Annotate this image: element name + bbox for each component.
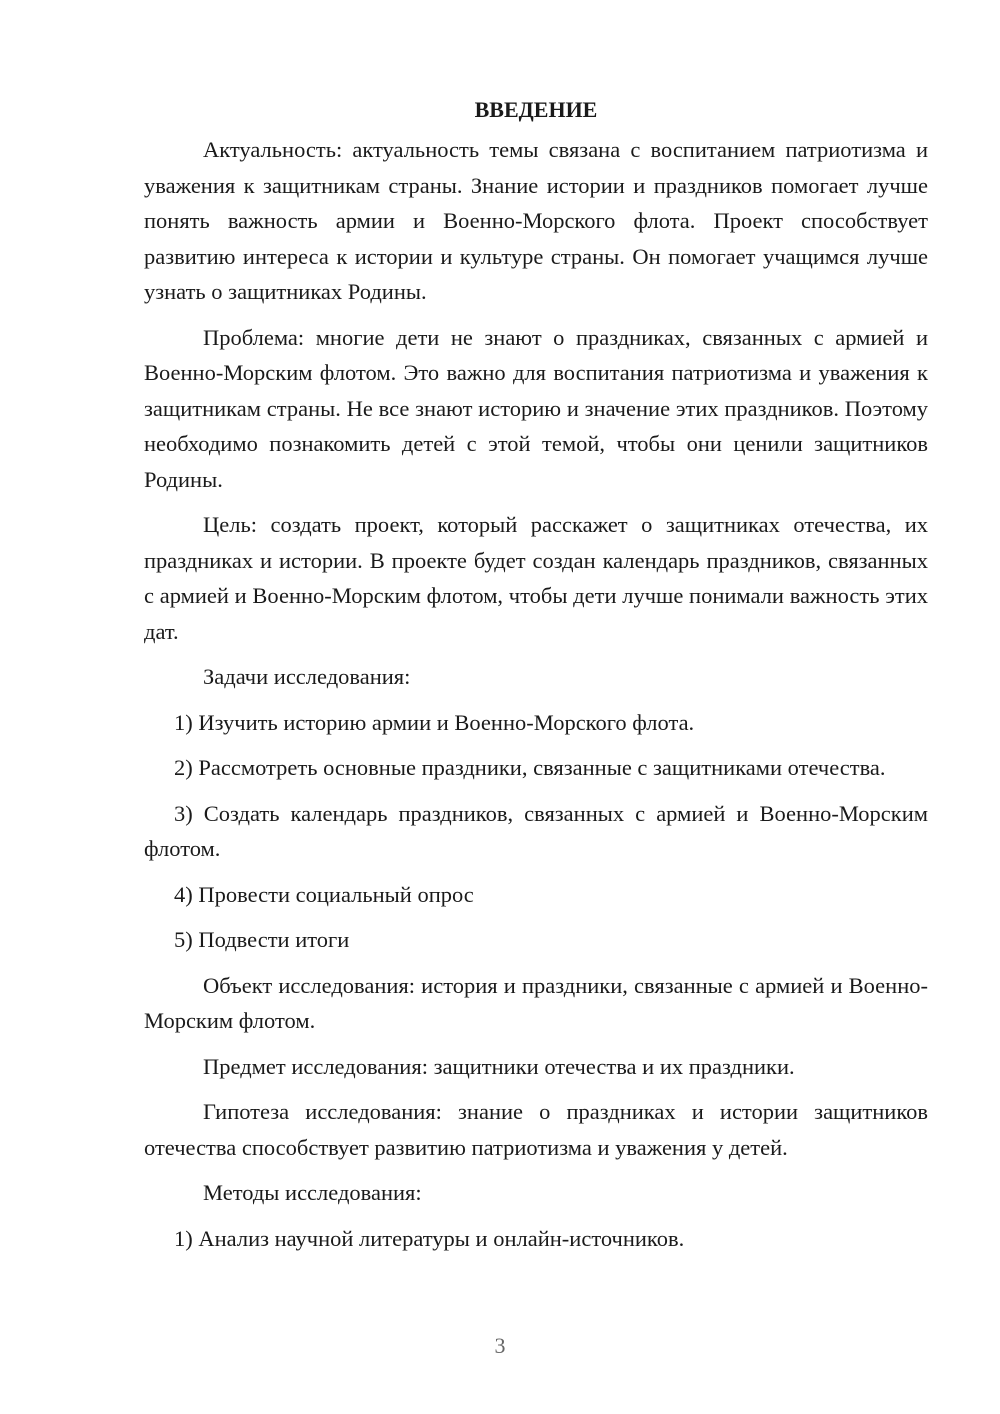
tasks-heading: Задачи исследования: <box>203 664 411 689</box>
page-number: 3 <box>494 1333 506 1358</box>
task-item: 3) Создать календарь праздников, связанных с армией и Военно-Морским флотом. <box>144 800 928 861</box>
document-page <box>144 92 928 1266</box>
subject-paragraph: Предмет исследования: защитники отечества и их праздники. <box>203 1053 795 1079</box>
task-item: 1) Изучить историю армии и Военно-Морского флота. <box>174 709 695 735</box>
object-paragraph: Объект исследования: история и праздники, связанные с армией и Военно-Морским флотом. <box>144 972 928 1033</box>
goal-paragraph: Цель: создать проект, который расскажет о защитниках отечества, их праздниках и истории. В проекте будет создан календарь праздников, связанных с армией и Военно-Морским флотом, чтобы дети лучше понимали важность этих дат. <box>144 512 928 644</box>
task-item: 2) Рассмотреть основные праздники, связанные с защитниками отечества. <box>174 755 886 780</box>
problem-paragraph: Проблема: многие дети не знают о праздниках, связанных с армией и Военно-Морским флотом. Это важно для воспитания патриотизма и уважения к защитникам страны. Не все знают историю и значение этих праздников. Поэтому необходимо познакомить детей с этой темой, чтобы они ценили защитников Родины. <box>144 324 928 492</box>
hypothesis-paragraph: Гипотеза исследования: знание о праздниках и истории защитников отечества способствует развитию патриотизма и уважения у детей. <box>144 1099 928 1160</box>
task-item: 5) Подвести итоги <box>174 927 350 952</box>
method-item: 1) Анализ научной литературы и онлайн-источников. <box>174 1225 685 1251</box>
methods-heading: Методы исследования: <box>203 1180 422 1205</box>
relevance-paragraph: Актуальность: актуальность темы связана с воспитанием патриотизма и уважения к защитникам страны. Знание истории и праздников помогает лучше понять важность армии и Военно-Морского флота. Проект способствует развитию интереса к истории и культуре страны. Он помогает учащимся лучше узнать о защитниках Родины. <box>144 137 928 304</box>
page-title: ВВЕДЕНИЕ <box>474 97 598 122</box>
task-item: 4) Провести социальный опрос <box>174 881 474 907</box>
